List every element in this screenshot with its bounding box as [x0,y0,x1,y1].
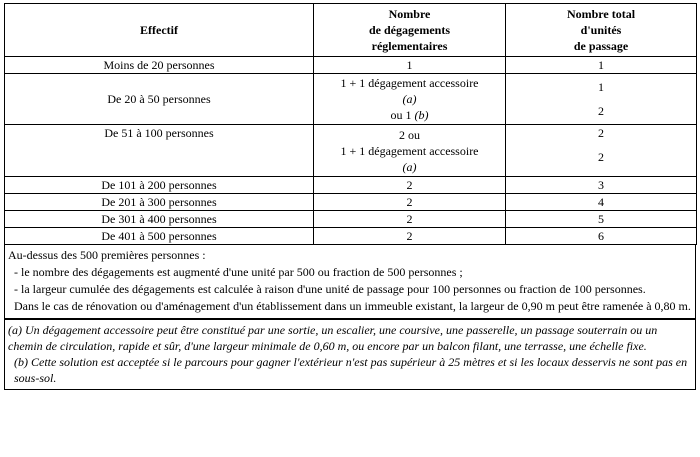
table-row [5,228,697,245]
table-row [5,211,697,228]
cell-unites: 5 [506,211,697,228]
table-header-row [5,4,697,57]
cell-line-spacer [509,95,693,103]
cell-effectif: De 201 à 300 personnes [5,194,314,211]
cell-line-text: ou 1 (b) [390,108,429,122]
cell-line-spacer [509,141,693,149]
cell-unites: 4 [506,194,697,211]
table-row [5,177,697,194]
header-unites-label: Nombre total d'unités de passage [566,7,636,53]
notes-item-2: - la largeur cumulée des dégagements est calculée à raison d'une unité de passage pour 100 personnes ou fraction de 100 personnes. [14,282,646,296]
cell-degagements: 2 [314,211,506,228]
cell-effectif: Moins de 20 personnes [5,57,314,74]
cell-line: 2 [598,126,604,140]
table-row [5,194,697,211]
cell-unites: 1 [506,57,697,74]
cell-degagements [314,125,506,177]
footnote-b: (b) Cette solution est acceptée si le parcours pour gagner l'extérieur n'est pas supérieur à 25 mètres et si les locaux desservis ne sont pas en sous-sol. [14,355,688,385]
notes-section [4,245,696,319]
footnotes-section [4,319,696,390]
cell-effectif: De 101 à 200 personnes [5,177,314,194]
table-row [5,57,697,74]
table-row [5,125,697,177]
cell-degagements: 2 [314,194,506,211]
cell-unites [506,125,697,177]
cell-line: 2 ou [399,127,420,142]
cell-line: (a) [402,159,417,174]
header-degagements [314,4,506,57]
cell-effectif: De 51 à 100 personnes [5,125,314,177]
header-degagements-label: Nombre de dégagements réglementaires [369,7,450,53]
notes-item-1: - le nombre des dégagements est augmenté d'une unité par 500 ou fraction de 500 personnes ; [14,265,463,279]
cell-degagements: 2 [314,228,506,245]
header-effectif [5,4,314,57]
cell-degagements: 1 [314,57,506,74]
egress-table [4,3,697,245]
cell-effectif: De 301 à 400 personnes [5,211,314,228]
cell-line: 1 + 1 dégagement accessoire [340,76,479,90]
cell-line: 1 + 1 dégagement accessoire [340,143,479,158]
footnote-a: (a) Un dégagement accessoire peut être constitué par une sortie, un escalier, une coursive, une passerelle, un passage souterrain ou un chemin de circulation, rapide et sûr, d'une largeur minimale de 0,60 m, ou encore par un balcon filant, une terrasse, une échelle fixe. [8,323,658,353]
notes-intro: Au-dessus des 500 premières personnes : [8,248,206,262]
cell-effectif: De 401 à 500 personnes [5,228,314,245]
footnote-ref-b: (b) [414,108,429,122]
cell-line: 2 [598,150,604,164]
regulation-document [4,3,696,390]
cell-degagements [314,74,506,125]
cell-effectif: De 20 à 50 personnes [5,74,314,125]
cell-unites: 6 [506,228,697,245]
notes-renovation: Dans le cas de rénovation ou d'aménagement d'un établissement dans un immeuble existant, la largeur de 0,90 m peut être ramenée à 0,80 m. [14,299,691,313]
header-effectif-label: Effectif [140,23,178,37]
cell-unites [506,74,697,125]
cell-line: (a) [402,92,417,106]
cell-line: 2 [598,104,604,118]
cell-unites: 3 [506,177,697,194]
cell-degagements: 2 [314,177,506,194]
header-unites [506,4,697,57]
cell-line: 1 [598,80,604,94]
cell-line [317,107,502,123]
table-row [5,74,697,125]
